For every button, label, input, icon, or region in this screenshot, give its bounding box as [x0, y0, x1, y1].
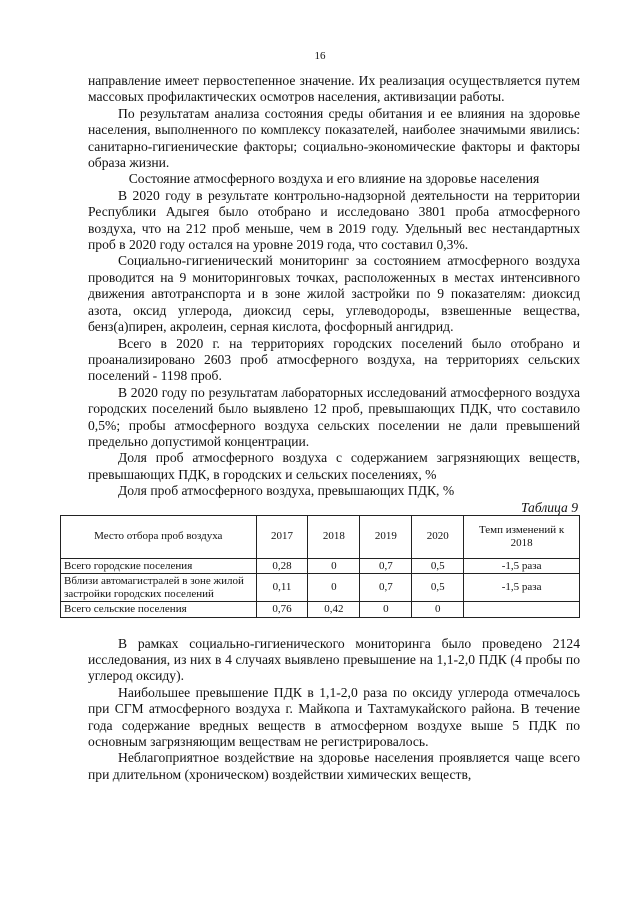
- header-cell: Темп изменений к 2018: [464, 515, 580, 558]
- body-text: [64, 73, 580, 783]
- table-row: [61, 602, 580, 618]
- table-cell: 0: [360, 602, 412, 618]
- header-cell: Место отбора проб воздуха: [61, 515, 257, 558]
- table-cell: 0: [308, 574, 360, 602]
- table-caption: Таблица 9: [520, 499, 578, 515]
- section-heading: Состояние атмосферного воздуха и его влияние на здоровье населения: [128, 171, 540, 187]
- paragraph: Социально-гигиенический мониторинг за состоянием атмосферного воздуха проводится на 9 мониторинговых точках, расположенных в местах интенсивного движения автотранспорта и в зоне жилой застройки по 9 показателям: диоксид азота, оксид углерода, диоксид серы, углеводороды, взвешенные вещества, бенз(а)пирен, акролеин, серная кислота, фосфорный ангидрид.: [88, 253, 580, 335]
- paragraph: В 2020 году по результатам лабораторных исследований атмосферного воздуха городских поселений было выявлено 12 проб, превышающих ПДК, что составило 0,5%; пробы атмосферного воздуха сельских поселении не дали превышений предельно допустимой концентрации.: [88, 384, 580, 449]
- pdk-table: [60, 515, 580, 618]
- table-cell: 0,11: [256, 574, 308, 602]
- table-cell: 0,28: [256, 558, 308, 574]
- table-cell: 0: [412, 602, 464, 618]
- table-cell: 0,7: [360, 558, 412, 574]
- paragraph: Неблагоприятное воздействие на здоровье населения проявляется чаще всего при длительном (хроническом) воздействии химических веществ,: [88, 750, 580, 782]
- table-cell: 0,5: [412, 558, 464, 574]
- table-header-row: [61, 515, 580, 558]
- paragraph: Всего в 2020 г. на территориях городских поселений было отобрано и проанализировано 2603 проб атмосферного воздуха, на территориях сельских поселений - 1198 проб.: [88, 335, 580, 384]
- post-table-text: [88, 636, 580, 784]
- header-cell: 2018: [308, 515, 360, 558]
- header-cell: 2019: [360, 515, 412, 558]
- table-cell: Вблизи автомагистралей в зоне жилой застройки городских поселений: [61, 574, 257, 602]
- header-cell: 2017: [256, 515, 308, 558]
- table-row: [61, 574, 580, 602]
- table-cell: 0,76: [256, 602, 308, 618]
- table-cell: 0,7: [360, 574, 412, 602]
- paragraph: По результатам анализа состояния среды обитания и ее влияния на здоровье населения, выполненного по комплексу показателей, наиболее значимыми явились: санитарно-гигиенические факторы; социально-экономические факторы и факторы образа жизни.: [88, 105, 580, 171]
- table-cell: 0: [308, 558, 360, 574]
- paragraph: В 2020 году в результате контрольно-надзорной деятельности на территории Республики Адыгея было отобрано и исследовано 3801 проба атмосферного воздуха, что на 212 проб меньше, чем в 2019 году. Удельный вес нестандартных проб в 2020 году остался на уровне 2019 года, что составил 0,3%.: [88, 187, 580, 253]
- table-cell: 0,5: [412, 574, 464, 602]
- table-title: Доля проб атмосферного воздуха, превышающих ПДК, %: [118, 483, 455, 499]
- table-cell: Всего городские поселения: [61, 558, 257, 574]
- header-cell: 2020: [412, 515, 464, 558]
- paragraph: Доля проб атмосферного воздуха с содержанием загрязняющих веществ, превышающих ПДК, в городских и сельских поселениях, %: [88, 450, 580, 482]
- paragraph: направление имеет первостепенное значение. Их реализация осуществляется путем массовых профилактических осмотров населения, активизации работы.: [88, 73, 580, 105]
- table-cell: [464, 602, 580, 618]
- page-number: 16: [314, 50, 326, 62]
- table-cell: 0,42: [308, 602, 360, 618]
- table-cell: Всего сельские поселения: [61, 602, 257, 618]
- table-row: [61, 558, 580, 574]
- table-cell: -1,5 раза: [464, 558, 580, 574]
- paragraph: В рамках социально-гигиенического мониторинга было проведено 2124 исследования, из них в 4 случаях выявлено превышение на 1,1-2,0 ПДК (4 пробы по углерод оксиду).: [88, 635, 580, 684]
- paragraph: Наибольшее превышение ПДК в 1,1-2,0 раза по оксиду углерода отмечалось при СГМ атмосферного воздуха г. Майкопа и Тахтамукайского района. В течение года содержание вредных веществ в атмосферном воздухе выше 5 ПДК по основным загрязняющим веществам не регистрировалось.: [88, 684, 580, 749]
- table-cell: -1,5 раза: [464, 574, 580, 602]
